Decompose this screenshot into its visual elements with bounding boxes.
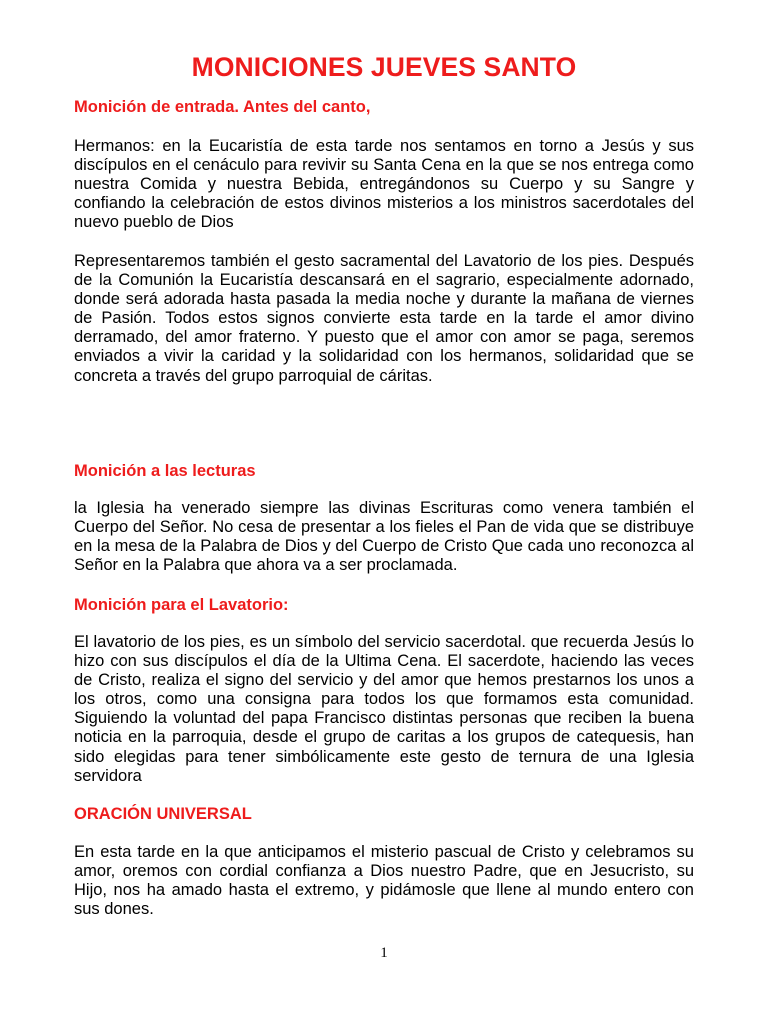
paragraph-lecturas: la Iglesia ha venerado siempre las divinas Escrituras como venera también el Cuerpo del Señor. No cesa de presentar a los fieles el Pan de vida que se distribuye en la mesa de la Palabra de Dios y del Cuerpo de Cristo Que cada uno reconozca al Señor en la Palabra que ahora va a ser proclamada. (74, 499, 694, 575)
section-heading-entrada: Monición de entrada. Antes del canto, (74, 98, 371, 116)
section-heading-oracion-universal: ORACIÓN UNIVERSAL (74, 805, 252, 823)
paragraph-lavatorio: El lavatorio de los pies, es un símbolo del servicio sacerdotal. que recuerda Jesús lo hizo con sus discípulos el día de la Ultima Cena. El sacerdote, haciendo las veces de Cristo, realiza el signo del servicio y del amor que hemos prestarnos los unos a los otros, como una consigna para todos los que formamos esta comunidad. Siguiendo la voluntad del papa Francisco distintas personas que reciben la buena noticia en la parroquia, desde el grupo de caritas a los grupos de catequesis, han sido elegidas para tener simbólicamente este gesto de ternura de una Iglesia servidora (74, 633, 694, 785)
section-heading-lecturas: Monición a las lecturas (74, 462, 256, 480)
paragraph-entrada-1: Hermanos: en la Eucaristía de esta tarde nos sentamos en torno a Jesús y sus discípulos en el cenáculo para revivir su Santa Cena en la que se nos entrega como nuestra Comida y nuestra Bebida, entregándonos su Cuerpo y su Sangre y confiando la celebración de estos divinos misterios a los ministros sacerdotales del nuevo pueblo de Dios (74, 137, 694, 232)
section-heading-lavatorio: Monición para el Lavatorio: (74, 596, 289, 614)
paragraph-entrada-2: Representaremos también el gesto sacramental del Lavatorio de los pies. Después de la Comunión la Eucaristía descansará en el sagrario, especialmente adornado, donde será adorada hasta pasada la media noche y durante la mañana de viernes de Pasión. Todos estos signos convierte esta tarde en la tarde el amor divino derramado, del amor fraterno. Y puesto que el amor con amor se paga, seremos enviados a vivir la caridad y la solidaridad con los hermanos, solidaridad que se concreta a través del grupo parroquial de cáritas. (74, 252, 694, 385)
page-number: 1 (380, 945, 388, 961)
document-title: MONICIONES JUEVES SANTO (191, 52, 577, 82)
paragraph-oracion-universal: En esta tarde en la que anticipamos el misterio pascual de Cristo y celebramos su amor, oremos con cordial confianza a Dios nuestro Padre, que en Jesucristo, su Hijo, nos ha amado hasta el extremo, y pidámosle que llene al mundo entero con sus dones. (74, 843, 694, 919)
